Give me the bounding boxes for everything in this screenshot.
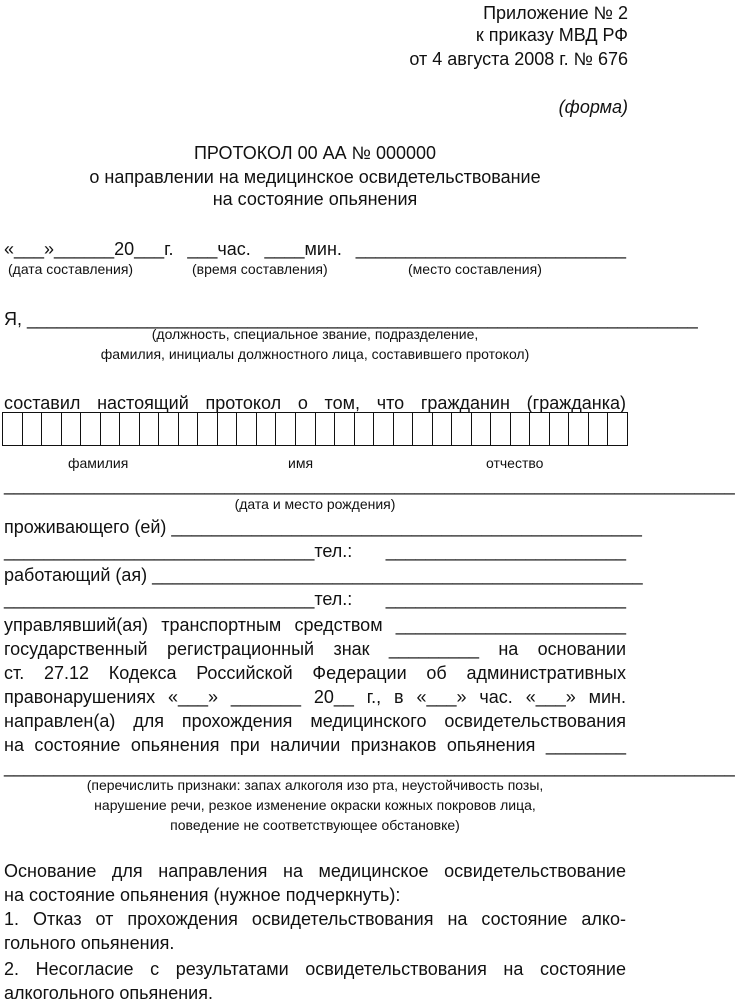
letter-cell[interactable]	[491, 413, 511, 445]
residing-field[interactable]: проживающего (ей) _______________________________________________	[4, 517, 642, 537]
letter-cell[interactable]	[23, 413, 43, 445]
letter-cell[interactable]	[140, 413, 160, 445]
letter-cell[interactable]	[413, 413, 433, 445]
letter-cell[interactable]	[608, 413, 627, 445]
letter-cell[interactable]	[472, 413, 492, 445]
letter-cell[interactable]	[237, 413, 257, 445]
registration-field[interactable]: государственный регистрационный знак _________ на основании	[4, 639, 626, 659]
signs-hint-1: (перечислить признаки: запах алкоголя изо рта, неустойчивость позы,	[86, 777, 544, 793]
signs-hint-2: нарушение речи, резкое изменение окраски кожных покровов лица,	[94, 797, 536, 813]
letter-cell[interactable]	[550, 413, 570, 445]
letter-cell[interactable]	[101, 413, 121, 445]
phone-field-1[interactable]: _______________________________тел.: ________________________	[4, 541, 626, 561]
letter-cell[interactable]	[374, 413, 394, 445]
letter-cell[interactable]	[433, 413, 453, 445]
letter-cell[interactable]	[81, 413, 101, 445]
letter-cell[interactable]	[511, 413, 531, 445]
signs-field[interactable]: на состояние опьянения при наличии признаков опьянения ________	[4, 735, 626, 755]
order-reference: к приказу МВД РФ	[475, 25, 628, 45]
body-line-5: направлен(а) для прохождения медицинского освидетельствования	[4, 711, 626, 731]
letter-cell[interactable]	[159, 413, 179, 445]
letter-cell[interactable]	[355, 413, 375, 445]
ground-item-2-cont[interactable]: алкогольного опьянения.	[4, 983, 213, 1003]
date-time-place-fields[interactable]: «___»______20___г. ___час. ____мин. ___________________________	[4, 239, 626, 259]
letter-cell[interactable]	[120, 413, 140, 445]
letter-cell[interactable]	[316, 413, 336, 445]
letter-cell[interactable]	[394, 413, 414, 445]
letter-cell[interactable]	[530, 413, 550, 445]
protocol-subtitle-2: на состояние опьянения	[212, 189, 418, 209]
form-label: (форма)	[558, 97, 628, 117]
grounds-intro: Основание для направления на медицинское освидетельствование	[4, 861, 626, 881]
officer-hint-2: фамилия, инициалы должностного лица, составившего протокол)	[100, 346, 530, 362]
letter-cell[interactable]	[589, 413, 609, 445]
birth-label: (дата и место рождения)	[234, 496, 396, 512]
name-letter-grid[interactable]	[2, 412, 628, 446]
time-label: (время составления)	[192, 261, 328, 277]
date-label: (дата составления)	[8, 261, 134, 277]
appendix-number: Приложение № 2	[483, 3, 628, 23]
signs-hint-3: поведение не соответствующее обстановке)	[170, 817, 460, 833]
letter-cell[interactable]	[452, 413, 472, 445]
letter-cell[interactable]	[198, 413, 218, 445]
ground-item-2[interactable]: 2. Несогласие с результатами освидетельствования на состояние	[4, 959, 626, 979]
letter-cell[interactable]	[257, 413, 277, 445]
name-label: имя	[288, 455, 314, 471]
officer-hint-1: (должность, специальное звание, подразделение,	[151, 326, 479, 342]
protocol-subtitle: о направлении на медицинское освидетельствование	[89, 167, 541, 187]
vehicle-field[interactable]: управлявший(ая) транспортным средством _______________________	[4, 615, 626, 635]
birth-field[interactable]: _________________________________________________________________________	[4, 475, 735, 495]
phone-field-2[interactable]: _______________________________тел.: ________________________	[4, 589, 626, 609]
order-date: от 4 августа 2008 г. № 676	[409, 49, 628, 69]
surname-label: фамилия	[68, 455, 129, 471]
protocol-title: ПРОТОКОЛ 00 АА № 000000	[193, 143, 437, 163]
letter-cell[interactable]	[569, 413, 589, 445]
letter-cell[interactable]	[335, 413, 355, 445]
grounds-intro-2: на состояние опьянения (нужное подчеркнуть):	[4, 885, 401, 905]
citizen-intro: составил настоящий протокол о том, что гражданин (гражданка)	[4, 393, 626, 413]
place-label: (место составления)	[408, 261, 542, 277]
letter-cell[interactable]	[276, 413, 296, 445]
ground-item-1-cont[interactable]: гольного опьянения.	[4, 933, 175, 953]
body-line-3: ст. 27.12 Кодекса Российской Федерации об административных	[4, 663, 626, 683]
letter-cell[interactable]	[62, 413, 82, 445]
letter-cell[interactable]	[296, 413, 316, 445]
working-field[interactable]: работающий (ая) _________________________________________________	[4, 565, 643, 585]
datetime-direction-field[interactable]: правонарушениях «___» _______ 20__ г., в «___» час. «___» мин.	[4, 687, 626, 707]
officer-field[interactable]: Я, ___________________________________________________________________	[4, 309, 698, 329]
letter-cell[interactable]	[218, 413, 238, 445]
signs-field-2[interactable]: _________________________________________________________________________	[4, 757, 735, 777]
letter-cell[interactable]	[179, 413, 199, 445]
patronymic-label: отчество	[486, 455, 544, 471]
letter-cell[interactable]	[42, 413, 62, 445]
ground-item-1[interactable]: 1. Отказ от прохождения освидетельствования на состояние алко-	[4, 909, 626, 929]
letter-cell[interactable]	[3, 413, 23, 445]
